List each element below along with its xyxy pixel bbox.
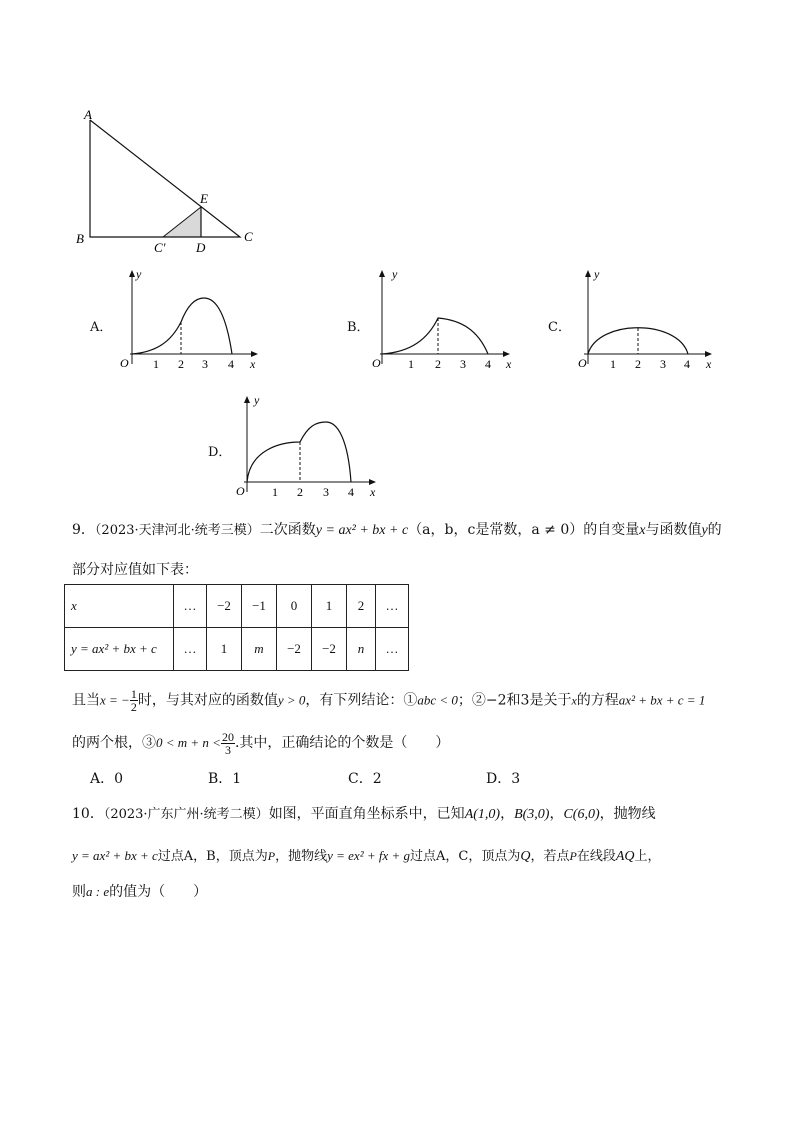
- y-arrow: [585, 270, 591, 277]
- triangle-abc: [90, 120, 240, 237]
- q10-line2-a: 过点A，B，顶点为: [157, 849, 268, 864]
- q9-number: 9．: [72, 522, 95, 538]
- frac-num: 20: [221, 729, 234, 744]
- q9-line4-b: .其中，正确结论的个数是（ ）: [234, 735, 450, 751]
- q9-line-2: 部分对应值如下表：: [72, 562, 198, 578]
- tick-1: 1: [272, 485, 278, 499]
- origin-label: O: [120, 356, 129, 370]
- q9-var-y: y: [701, 523, 708, 538]
- option-c-label: C．: [548, 320, 571, 335]
- q10-number: 10．: [72, 806, 104, 822]
- table-row: [65, 585, 409, 628]
- q10-line3-b: 的值为（ ）: [109, 884, 208, 900]
- q10-parabola-1: y = ax² + bx + c: [72, 848, 158, 863]
- q9-line-1: [72, 520, 722, 541]
- tick-2: 2: [635, 357, 641, 371]
- q9-var-x: x: [639, 523, 646, 538]
- tick-2: 2: [178, 357, 184, 371]
- q9-cond-e: 的方程: [576, 692, 619, 709]
- table-cell: −2: [277, 628, 312, 671]
- q10-point-p: P: [569, 849, 577, 863]
- q9-inequality: 0 < m + n <: [156, 735, 221, 750]
- q10-line2-b: ，抛物线: [275, 849, 328, 864]
- tick-2: 2: [297, 485, 303, 499]
- tick-4: 4: [684, 357, 690, 371]
- tick-3: 3: [202, 357, 208, 371]
- q9-line-4: [72, 730, 449, 756]
- q9-cond-d: ；②−2和3是关于: [457, 692, 572, 709]
- q9-option-a[interactable]: A．0: [90, 771, 124, 787]
- q10-vertex-q: Q: [520, 849, 531, 864]
- y-axis-label: y: [254, 393, 260, 407]
- q10-line-1: [72, 804, 656, 825]
- curve: [382, 318, 488, 354]
- q10-point-c: C(6,0): [563, 807, 600, 822]
- label-d: D: [196, 240, 206, 255]
- q10-ratio: a : e: [86, 884, 110, 899]
- q9-line-3: [72, 688, 705, 713]
- shaded-triangle: [163, 207, 201, 237]
- x-axis-label: x: [370, 485, 376, 499]
- q10-vertex-p: P: [267, 849, 276, 863]
- tick-4: 4: [228, 357, 234, 371]
- q10-point-a: A(1,0): [464, 807, 501, 822]
- table-cell: −2: [312, 628, 347, 671]
- q10-line2-f: 上，: [634, 849, 661, 864]
- tick-4: 4: [348, 485, 354, 499]
- option-d-label: D．: [208, 445, 232, 460]
- y-axis-label: y: [392, 267, 398, 281]
- table-cell: …: [376, 628, 409, 671]
- frac-num: 1: [130, 687, 137, 701]
- q9-cond-a: 且当: [72, 692, 100, 709]
- tick-3: 3: [323, 485, 329, 499]
- table-cell: …: [174, 585, 207, 628]
- q9-stem-b: （a，b，c是常数，a ≠ 0）的自变量: [408, 522, 640, 538]
- table-header-x: x: [65, 585, 174, 628]
- table-cell: −1: [242, 585, 277, 628]
- q9-stem-c: 与函数值: [645, 522, 702, 538]
- q10-line-3: [72, 882, 207, 902]
- frac-den: 2: [130, 700, 137, 714]
- q10-sep-1: ，: [500, 806, 515, 822]
- tick-1: 1: [408, 357, 414, 371]
- curve: [132, 298, 232, 354]
- q9-cond-b: 时，与其对应的函数值: [137, 692, 278, 709]
- y-arrow: [379, 270, 385, 277]
- table-cell: −2: [207, 585, 242, 628]
- q9-cond-x: x = −: [100, 692, 130, 708]
- y-axis-label: y: [594, 267, 600, 281]
- graph-option-a: [116, 264, 266, 374]
- tick-2: 2: [435, 357, 441, 371]
- table-row: [65, 628, 409, 671]
- q9-stem-d: 的: [707, 522, 722, 538]
- label-c: C: [244, 229, 253, 244]
- option-a-label: A．: [90, 320, 113, 335]
- table-cell: …: [174, 628, 207, 671]
- x-axis-label: x: [506, 357, 512, 371]
- table-cell: …: [376, 585, 409, 628]
- q9-cond-y: y > 0: [277, 692, 306, 708]
- table-cell: 2: [347, 585, 376, 628]
- q9-source: （2023·天津河北·统考三模）: [94, 523, 260, 538]
- option-b-label: B．: [347, 320, 370, 335]
- tick-1: 1: [610, 357, 616, 371]
- fraction-one-half: [130, 688, 138, 713]
- q10-stem-b: ，抛物线: [599, 806, 656, 822]
- q9-function: y = ax² + bx + c: [315, 523, 409, 538]
- q9-conclusion-1: abc < 0: [417, 692, 458, 708]
- tick-3: 3: [460, 357, 466, 371]
- q9-option-b[interactable]: B．1: [208, 771, 242, 787]
- q10-segment-aq: AQ: [615, 849, 635, 864]
- label-b: B: [76, 231, 84, 246]
- x-axis-label: x: [250, 357, 256, 371]
- q9-option-d[interactable]: D．3: [486, 771, 521, 787]
- table-cell: m: [242, 628, 277, 671]
- q10-stem-a: 如图，平面直角坐标系中，已知: [268, 806, 465, 822]
- q10-line3-a: 则: [72, 884, 86, 900]
- label-a: A: [84, 107, 92, 122]
- table-cell: 1: [207, 628, 242, 671]
- origin-label: O: [578, 356, 587, 370]
- y-axis-label: y: [136, 267, 142, 281]
- table-cell: 0: [277, 585, 312, 628]
- q9-option-c[interactable]: C．2: [348, 771, 382, 787]
- label-c-prime: C′: [154, 240, 166, 255]
- y-arrow: [244, 396, 250, 403]
- curve: [247, 422, 351, 482]
- graph-option-d: [230, 390, 390, 502]
- y-arrow: [129, 270, 135, 277]
- tick-3: 3: [660, 357, 666, 371]
- q9-cond-c: ，有下列结论：①: [305, 692, 418, 709]
- q9-stem-a: 二次函数: [259, 522, 316, 538]
- origin-label: O: [236, 484, 245, 498]
- tick-4: 4: [485, 357, 491, 371]
- q10-line-2: [72, 846, 661, 867]
- table-cell: n: [347, 628, 376, 671]
- origin-label: O: [372, 356, 381, 370]
- graph-option-c: [570, 264, 720, 374]
- x-axis-label: x: [706, 357, 712, 371]
- label-e: E: [200, 191, 208, 206]
- fraction-twenty-thirds: [221, 731, 235, 756]
- graph-option-b: [366, 264, 516, 374]
- q9-cond-x2: x: [571, 693, 577, 708]
- q10-line2-e: 在线段: [576, 849, 616, 864]
- q9-line4-a: 的两个根，③: [72, 735, 156, 751]
- table-cell: 1: [312, 585, 347, 628]
- q9-equation: ax² + bx + c = 1: [618, 692, 706, 708]
- q10-line2-c: 过点A，C，顶点为: [410, 849, 521, 864]
- table-header-y: y = ax² + bx + c: [65, 628, 174, 671]
- q10-sep-2: ，: [549, 806, 564, 822]
- q10-parabola-2: y = ex² + fx + g: [327, 848, 411, 863]
- triangle-figure: [70, 100, 270, 260]
- q10-point-b: B(3,0): [514, 807, 550, 822]
- value-table: [64, 584, 409, 671]
- q10-line2-d: ，若点: [530, 849, 570, 864]
- frac-den: 3: [224, 742, 231, 757]
- tick-1: 1: [153, 357, 159, 371]
- q10-source: （2023·广东广州·统考二模）: [103, 807, 269, 822]
